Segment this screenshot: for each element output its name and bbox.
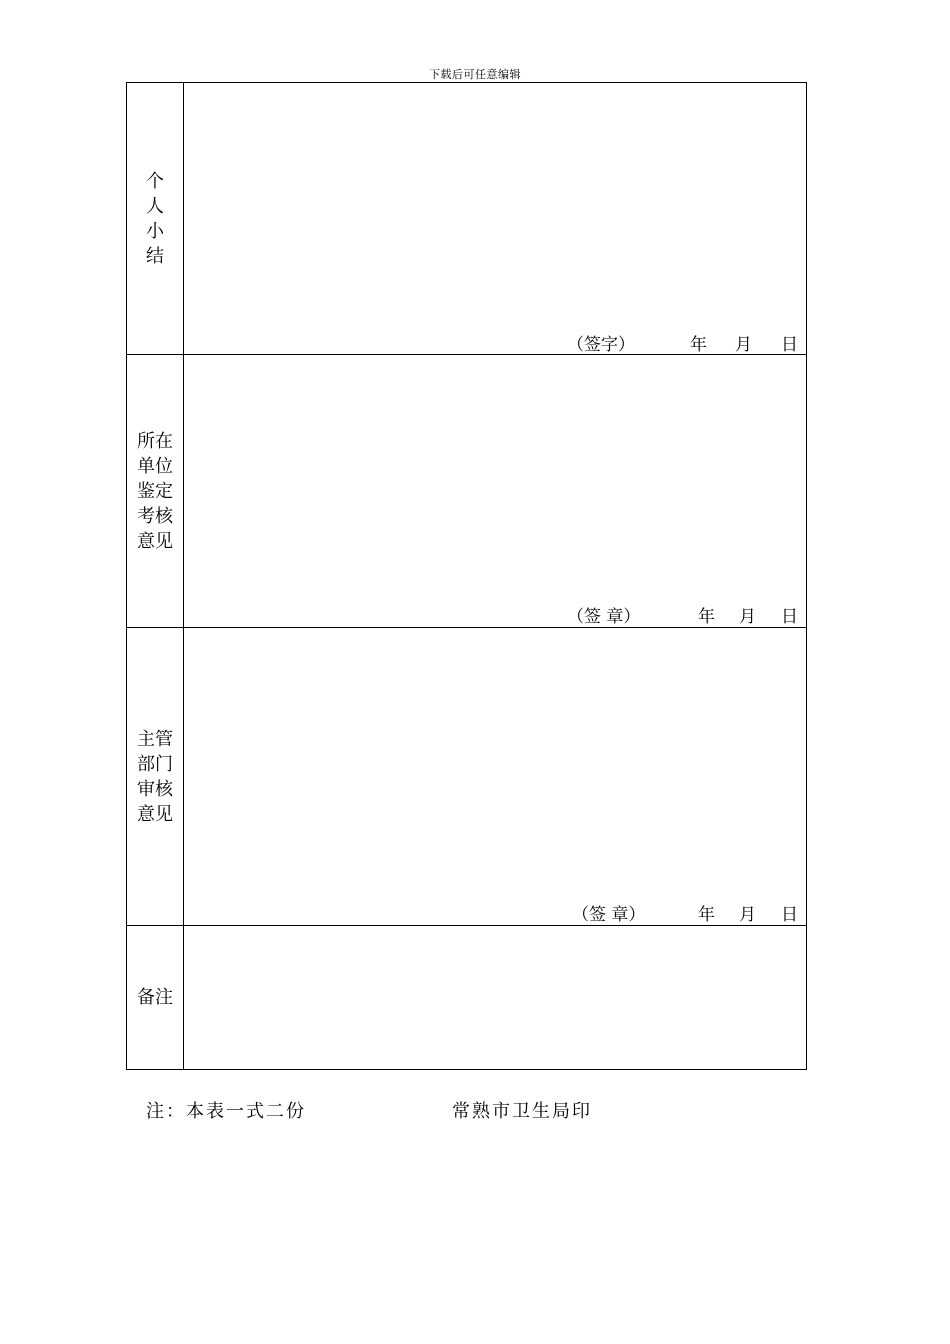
section-unit-appraisal [127, 355, 806, 628]
day-label: 日 [781, 905, 798, 925]
unit-appraisal-content-area[interactable] [184, 355, 806, 627]
signature-label: （签字） [567, 335, 635, 355]
remarks-content-area[interactable] [184, 926, 806, 1069]
section-personal-summary [127, 83, 806, 355]
year-label: 年 [698, 607, 715, 627]
footer-issuer: 常熟市卫生局印 [452, 1101, 592, 1122]
section-label-unit-appraisal: 所在单位鉴定考核意见 [137, 430, 173, 552]
seal-label: （签 章） [567, 607, 641, 627]
personal-summary-content-area[interactable] [184, 83, 806, 354]
year-label: 年 [690, 335, 707, 355]
section-label-remarks: 备注 [137, 987, 173, 1008]
section-label-department-review: 主管部门审核意见 [137, 728, 173, 825]
section-department-review [127, 628, 806, 926]
footer-note: 注：本表一式二份 [146, 1101, 306, 1122]
section-label-personal-summary: 个人小结 [146, 170, 164, 267]
section-label-cell [127, 926, 184, 1069]
seal-label: （签 章） [572, 905, 646, 925]
month-label: 月 [735, 335, 752, 355]
section-remarks [127, 926, 806, 1069]
page-header-text: 下载后可任意编辑 [429, 68, 521, 81]
section-label-cell [127, 83, 184, 354]
month-label: 月 [739, 905, 756, 925]
day-label: 日 [781, 335, 798, 355]
month-label: 月 [739, 607, 756, 627]
section-label-cell [127, 355, 184, 627]
year-label: 年 [698, 905, 715, 925]
section-label-cell [127, 628, 184, 925]
day-label: 日 [781, 607, 798, 627]
department-review-content-area[interactable] [184, 628, 806, 925]
assessment-form-table [126, 82, 807, 1070]
